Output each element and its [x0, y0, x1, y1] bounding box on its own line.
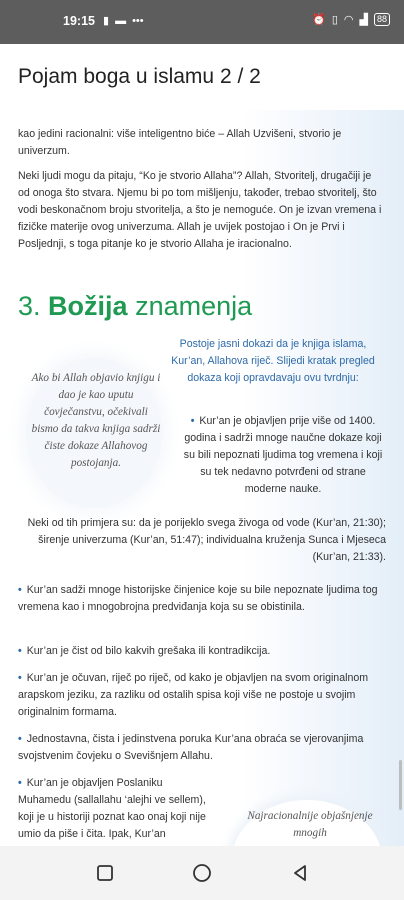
- vibrate-icon: ▯: [331, 14, 338, 26]
- section-heading: 3. Božija znamenja: [18, 291, 253, 321]
- app-bar: [0, 44, 404, 111]
- alarm-icon: ⏰: [312, 14, 326, 26]
- section-intro: Postoje jasni dokazi da je knjiga islama, Kur’an, Allahova riječ. Slijedi kratak pregled dokaza koji opravdavaju ovu tvrdnju:: [171, 338, 375, 384]
- message-icon: ▬: [115, 14, 127, 27]
- bullet-3: • Kur’an je čist od bilo kakvih grešaka ili kontradikcija.: [18, 645, 271, 657]
- back-nav-icon[interactable]: [289, 862, 311, 884]
- bullet-5: • Jednostavna, čista i jedinstvena poruka Kur’ana obraća se vjerovanjima svojstvenim čovjeku o Svevišnjem Allahu.: [18, 733, 364, 762]
- page-title: Pojam boga u islamu 2 / 2: [18, 65, 261, 88]
- article-content[interactable]: [0, 110, 404, 846]
- wifi-icon: ◠: [343, 14, 354, 26]
- warning-icon: ▮: [103, 15, 110, 27]
- paragraph-1: kao jedini racionalni: više inteligentno biće – Allah Uzvišeni, stvorio je univerzum.: [18, 128, 342, 157]
- bullet-4: • Kur’an je očuvan, riječ po riječ, od kako je objavljen na svom originalnom arapskom jeziku, za razliku od ostalih spisa koji više ne postoje u svojim originalnim formama.: [18, 672, 369, 718]
- bullet-1: • Kur’an je objavljen prije više od 1400. godina i sadrži mnoge naučne dokaze koji su bili nepoznati ljudima tog vremena i koji su tek nedavno potvrđeni od strane moderne nauke.: [183, 415, 383, 495]
- signal-icon: ▟: [359, 14, 368, 26]
- more-icon: •••: [132, 14, 144, 27]
- scrollbar[interactable]: [399, 760, 402, 810]
- bullet-6: • Kur’an je objavljen Poslaniku Muhamedu (sallallahu ‘alejhi ve sellem), koji je u historiji poznat kao onaj koji nije umio da piše i čita. Ipak, Kur’an: [18, 777, 206, 840]
- bullet-1-continued: Neki od tih primjera su: da je porijeklo svega živoga od vode (Kur’an, 21:30); širenje univerzuma (Kur’an, 51:47); individualna kruženja Sunca i Mjeseca (Kur’an, 21:33).: [27, 517, 386, 563]
- square-nav-icon[interactable]: [94, 862, 116, 884]
- bullet-2: • Kur’an sadži mnoge historijske činjenice koje su bile nepoznate ljudima tog vremena kao i mnogobrojna predviđanja koja su se obistinila.: [18, 584, 378, 613]
- paragraph-2: Neki ljudi mogu da pitaju, “Ko je stvorio Allaha”? Allah, Stvoritelj, drugačiji je od onoga što stvara. Njemu bi po tom mišljenju, također, trebao stvoritelj, što vodi beskonačnom broju stvoritelja, a što je nemoguće. On je izvan vremena i fizičke materije ovog univerzuma. Allah je uvijek postojao i On je Prvi i Posljednji, s toga pitanje ko je stvorio Allaha je iracionalno.: [18, 170, 382, 250]
- pull-quote: Ako bi Allah objavio knjigu i dao je kao uputu čovječanstvu, očekivali bismo da takva knjiga sadrži čiste dokaze Allahovog postojanja.: [31, 372, 161, 469]
- navigation-bar: [0, 846, 404, 900]
- battery-icon: 88: [374, 13, 390, 26]
- pull-quote-2: Najracionalnije objašnjenje mnogih: [247, 810, 373, 839]
- clock: 19:15: [63, 14, 95, 28]
- circle-nav-icon[interactable]: [191, 862, 213, 884]
- status-bar: [0, 0, 404, 44]
